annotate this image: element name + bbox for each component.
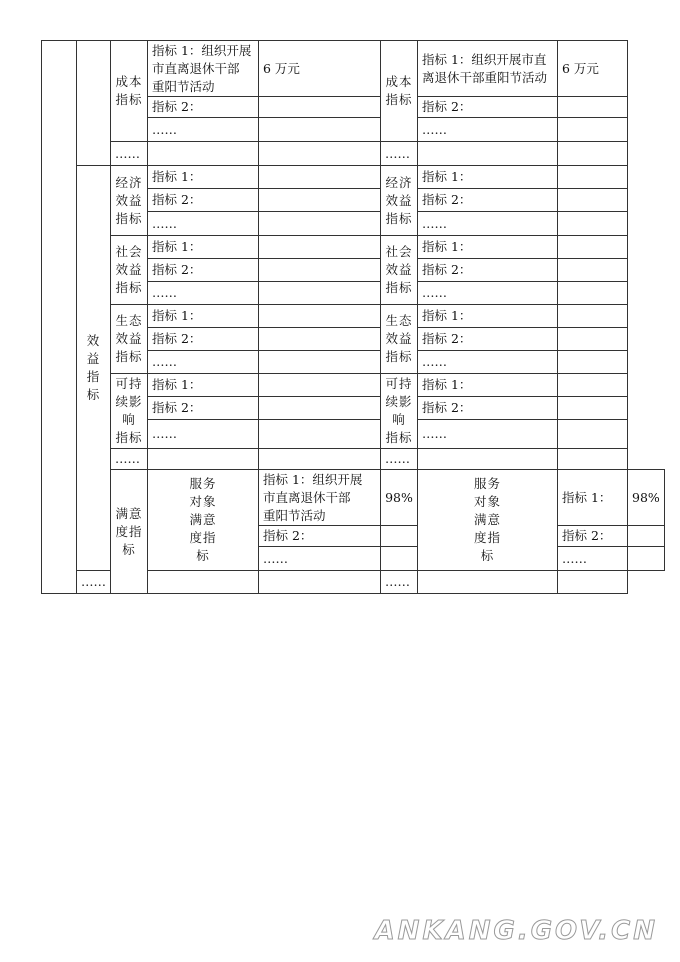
sustainable-category-left: 可持 续影 响 指标 bbox=[111, 374, 148, 449]
satisfaction-left-more: …… bbox=[77, 571, 111, 594]
sustainable-left-indicator-1: 指标 1： bbox=[148, 374, 259, 397]
cost-right-indicator-3: …… bbox=[418, 118, 558, 142]
ecological-right-indicator-1: 指标 1： bbox=[418, 305, 558, 328]
social-left-indicator-1: 指标 1： bbox=[148, 236, 259, 259]
cost-right-value-1: 6 万元 bbox=[558, 41, 628, 97]
cost-right-value-3 bbox=[558, 118, 628, 142]
sustainable-left-indicator-3: …… bbox=[148, 420, 259, 449]
economic-left-indicator-1: 指标 1： bbox=[148, 166, 259, 189]
economic-category-right: 经济 效益 指标 bbox=[381, 166, 418, 236]
cost-right-more: …… bbox=[381, 142, 418, 166]
benefit-left-more: …… bbox=[111, 449, 148, 470]
satisfaction-right-indicator-2: 指标 2： bbox=[558, 526, 628, 547]
satisfaction-right-indicator-3: …… bbox=[558, 547, 628, 571]
sustainable-right-indicator-3: …… bbox=[418, 420, 558, 449]
satisfaction-left-indicator-3: …… bbox=[259, 547, 381, 571]
economic-right-indicator-2: 指标 2： bbox=[418, 189, 558, 212]
economic-left-indicator-2: 指标 2： bbox=[148, 189, 259, 212]
benefit-group-label: 效 益 指 标 bbox=[77, 166, 111, 571]
site-watermark: ANKANG.GOV.CN bbox=[374, 916, 658, 946]
performance-indicator-table bbox=[41, 40, 665, 594]
sustainable-right-indicator-2: 指标 2： bbox=[418, 397, 558, 420]
satisfaction-left-indicator-1: 指标 1：组织开展 市直离退休干部 重阳节活动 bbox=[259, 470, 381, 526]
sustainable-left-indicator-2: 指标 2： bbox=[148, 397, 259, 420]
cost-left-value-3 bbox=[259, 118, 381, 142]
economic-left-indicator-3: …… bbox=[148, 212, 259, 236]
social-category-right: 社会 效益 指标 bbox=[381, 236, 418, 305]
sustainable-category-right: 可持 续影 响 指标 bbox=[381, 374, 418, 449]
ecological-category-right: 生态 效益 指标 bbox=[381, 305, 418, 374]
cost-left-indicator-2: 指标 2： bbox=[148, 97, 259, 118]
cost-left-indicator-1: 指标 1：组织开展 市直离退休干部 重阳节活动 bbox=[148, 41, 259, 97]
satisfaction-category-left: 服务 对象 满意 度指 标 bbox=[148, 470, 259, 571]
outer-blank-cell bbox=[42, 41, 77, 594]
economic-right-indicator-1: 指标 1： bbox=[418, 166, 558, 189]
cost-right-indicator-2: 指标 2： bbox=[418, 97, 558, 118]
satisfaction-category-right: 服务 对象 满意 度指 标 bbox=[418, 470, 558, 571]
ecological-left-indicator-1: 指标 1： bbox=[148, 305, 259, 328]
satisfaction-right-indicator-1: 指标 1： bbox=[558, 470, 628, 526]
satisfaction-left-value-1: 98% bbox=[381, 470, 418, 526]
economic-category-left: 经济 效益 指标 bbox=[111, 166, 148, 236]
ecological-left-indicator-2: 指标 2： bbox=[148, 328, 259, 351]
sustainable-right-indicator-1: 指标 1： bbox=[418, 374, 558, 397]
cost-right-value-2 bbox=[558, 97, 628, 118]
ecological-left-indicator-3: …… bbox=[148, 351, 259, 374]
satisfaction-right-more: …… bbox=[381, 571, 418, 594]
cost-category-right: 成本 指标 bbox=[381, 41, 418, 142]
social-right-indicator-1: 指标 1： bbox=[418, 236, 558, 259]
satisfaction-left-indicator-2: 指标 2： bbox=[259, 526, 381, 547]
cost-left-more: …… bbox=[111, 142, 148, 166]
economic-right-indicator-3: …… bbox=[418, 212, 558, 236]
cost-left-value-1: 6 万元 bbox=[259, 41, 381, 97]
cost-left-value-2 bbox=[259, 97, 381, 118]
ecological-right-indicator-2: 指标 2： bbox=[418, 328, 558, 351]
social-category-left: 社会 效益 指标 bbox=[111, 236, 148, 305]
social-left-indicator-2: 指标 2： bbox=[148, 259, 259, 282]
ecological-category-left: 生态 效益 指标 bbox=[111, 305, 148, 374]
social-right-indicator-2: 指标 2： bbox=[418, 259, 558, 282]
cost-right-indicator-1: 指标 1：组织开展市直 离退休干部重阳节活动 bbox=[418, 41, 558, 97]
cost-left-indicator-3: …… bbox=[148, 118, 259, 142]
social-right-indicator-3: …… bbox=[418, 282, 558, 305]
benefit-right-more: …… bbox=[381, 449, 418, 470]
social-left-indicator-3: …… bbox=[148, 282, 259, 305]
cost-category-left: 成本 指标 bbox=[111, 41, 148, 142]
satisfaction-group-label: 满意 度指 标 bbox=[111, 470, 148, 594]
cost-group-blank-cell bbox=[77, 41, 111, 166]
satisfaction-right-value-1: 98% bbox=[628, 470, 665, 526]
ecological-right-indicator-3: …… bbox=[418, 351, 558, 374]
